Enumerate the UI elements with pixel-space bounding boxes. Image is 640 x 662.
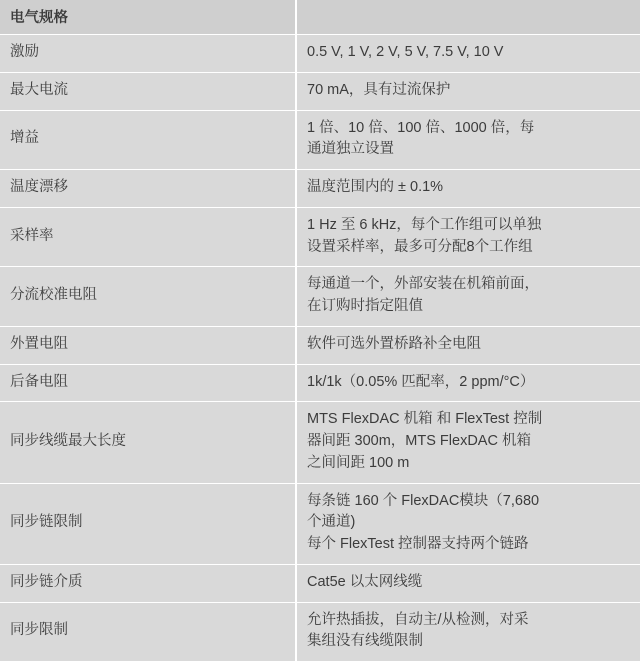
row-label: 激励 <box>0 35 296 73</box>
row-value <box>296 402 640 483</box>
row-value <box>296 364 640 402</box>
table-row <box>0 326 640 364</box>
table-row <box>0 402 640 483</box>
row-value-line: 1k/1k（0.05% 匹配率，2 ppm/°C） <box>307 373 535 390</box>
table-row <box>0 207 640 267</box>
row-value-line: 个通道) <box>307 514 356 531</box>
row-value <box>296 483 640 564</box>
row-value-line: 1 Hz 至 6 kHz，每个工作组可以单独 <box>307 216 542 233</box>
row-label: 温度漂移 <box>0 170 296 208</box>
row-value <box>296 72 640 110</box>
row-value-line: 之间间距 100 m <box>307 454 410 471</box>
row-value <box>296 170 640 208</box>
table-header-row <box>0 0 640 35</box>
row-value-line: 70 mA，具有过流保护 <box>307 81 451 98</box>
row-label: 后备电阻 <box>0 364 296 402</box>
table-row <box>0 72 640 110</box>
row-value <box>296 110 640 170</box>
row-label: 采样率 <box>0 207 296 267</box>
row-label: 增益 <box>0 110 296 170</box>
table-row <box>0 267 640 327</box>
row-value-line: 集组没有线缆限制 <box>307 633 423 650</box>
table-row <box>0 35 640 73</box>
row-value-line: 每通道一个，外部安装在机箱前面， <box>307 276 539 293</box>
row-value-line: 通道独立设置 <box>307 141 394 158</box>
row-label: 同步限制 <box>0 602 296 662</box>
row-value <box>296 35 640 73</box>
row-value-line: 设置采样率，最多可分配8个工作组 <box>307 238 533 255</box>
row-value <box>296 326 640 364</box>
row-value-line: 每条链 160 个 FlexDAC模块（7,680 <box>307 492 540 509</box>
row-label: 同步线缆最大长度 <box>0 402 296 483</box>
table-row <box>0 364 640 402</box>
row-value-line: 每个 FlexTest 控制器支持两个链路 <box>307 536 529 552</box>
row-value-line: MTS FlexDAC 机箱 和 FlexTest 控制 <box>307 411 543 428</box>
row-value <box>296 564 640 602</box>
row-value-line: 在订购时指定阻值 <box>307 298 423 314</box>
row-label: 同步链限制 <box>0 483 296 564</box>
table-header-value <box>296 0 640 35</box>
table-row <box>0 602 640 662</box>
row-value-line: Cat5e 以太网线缆 <box>307 573 423 590</box>
row-value <box>296 207 640 267</box>
row-label: 同步链介质 <box>0 564 296 602</box>
row-value-line: 0.5 V, 1 V, 2 V, 5 V, 7.5 V, 10 V <box>307 44 504 60</box>
row-value-line: 器间距 300m，MTS FlexDAC 机箱 <box>307 433 531 449</box>
row-label: 分流校准电阻 <box>0 267 296 327</box>
row-value-line: 软件可选外置桥路补全电阻 <box>307 335 481 352</box>
table-row <box>0 170 640 208</box>
table-row <box>0 564 640 602</box>
table-row <box>0 110 640 170</box>
row-value-line: 1 倍、10 倍、100 倍、1000 倍，每 <box>307 119 535 136</box>
row-label: 最大电流 <box>0 72 296 110</box>
table-header-label: 电气规格 <box>0 0 296 35</box>
row-value-line: 允许热插拔，自动主/从检测，对采 <box>307 611 529 628</box>
row-value <box>296 267 640 327</box>
table-row <box>0 483 640 564</box>
row-label: 外置电阻 <box>0 326 296 364</box>
row-value <box>296 602 640 662</box>
row-value-line: 温度范围内的 ± 0.1% <box>307 179 444 195</box>
